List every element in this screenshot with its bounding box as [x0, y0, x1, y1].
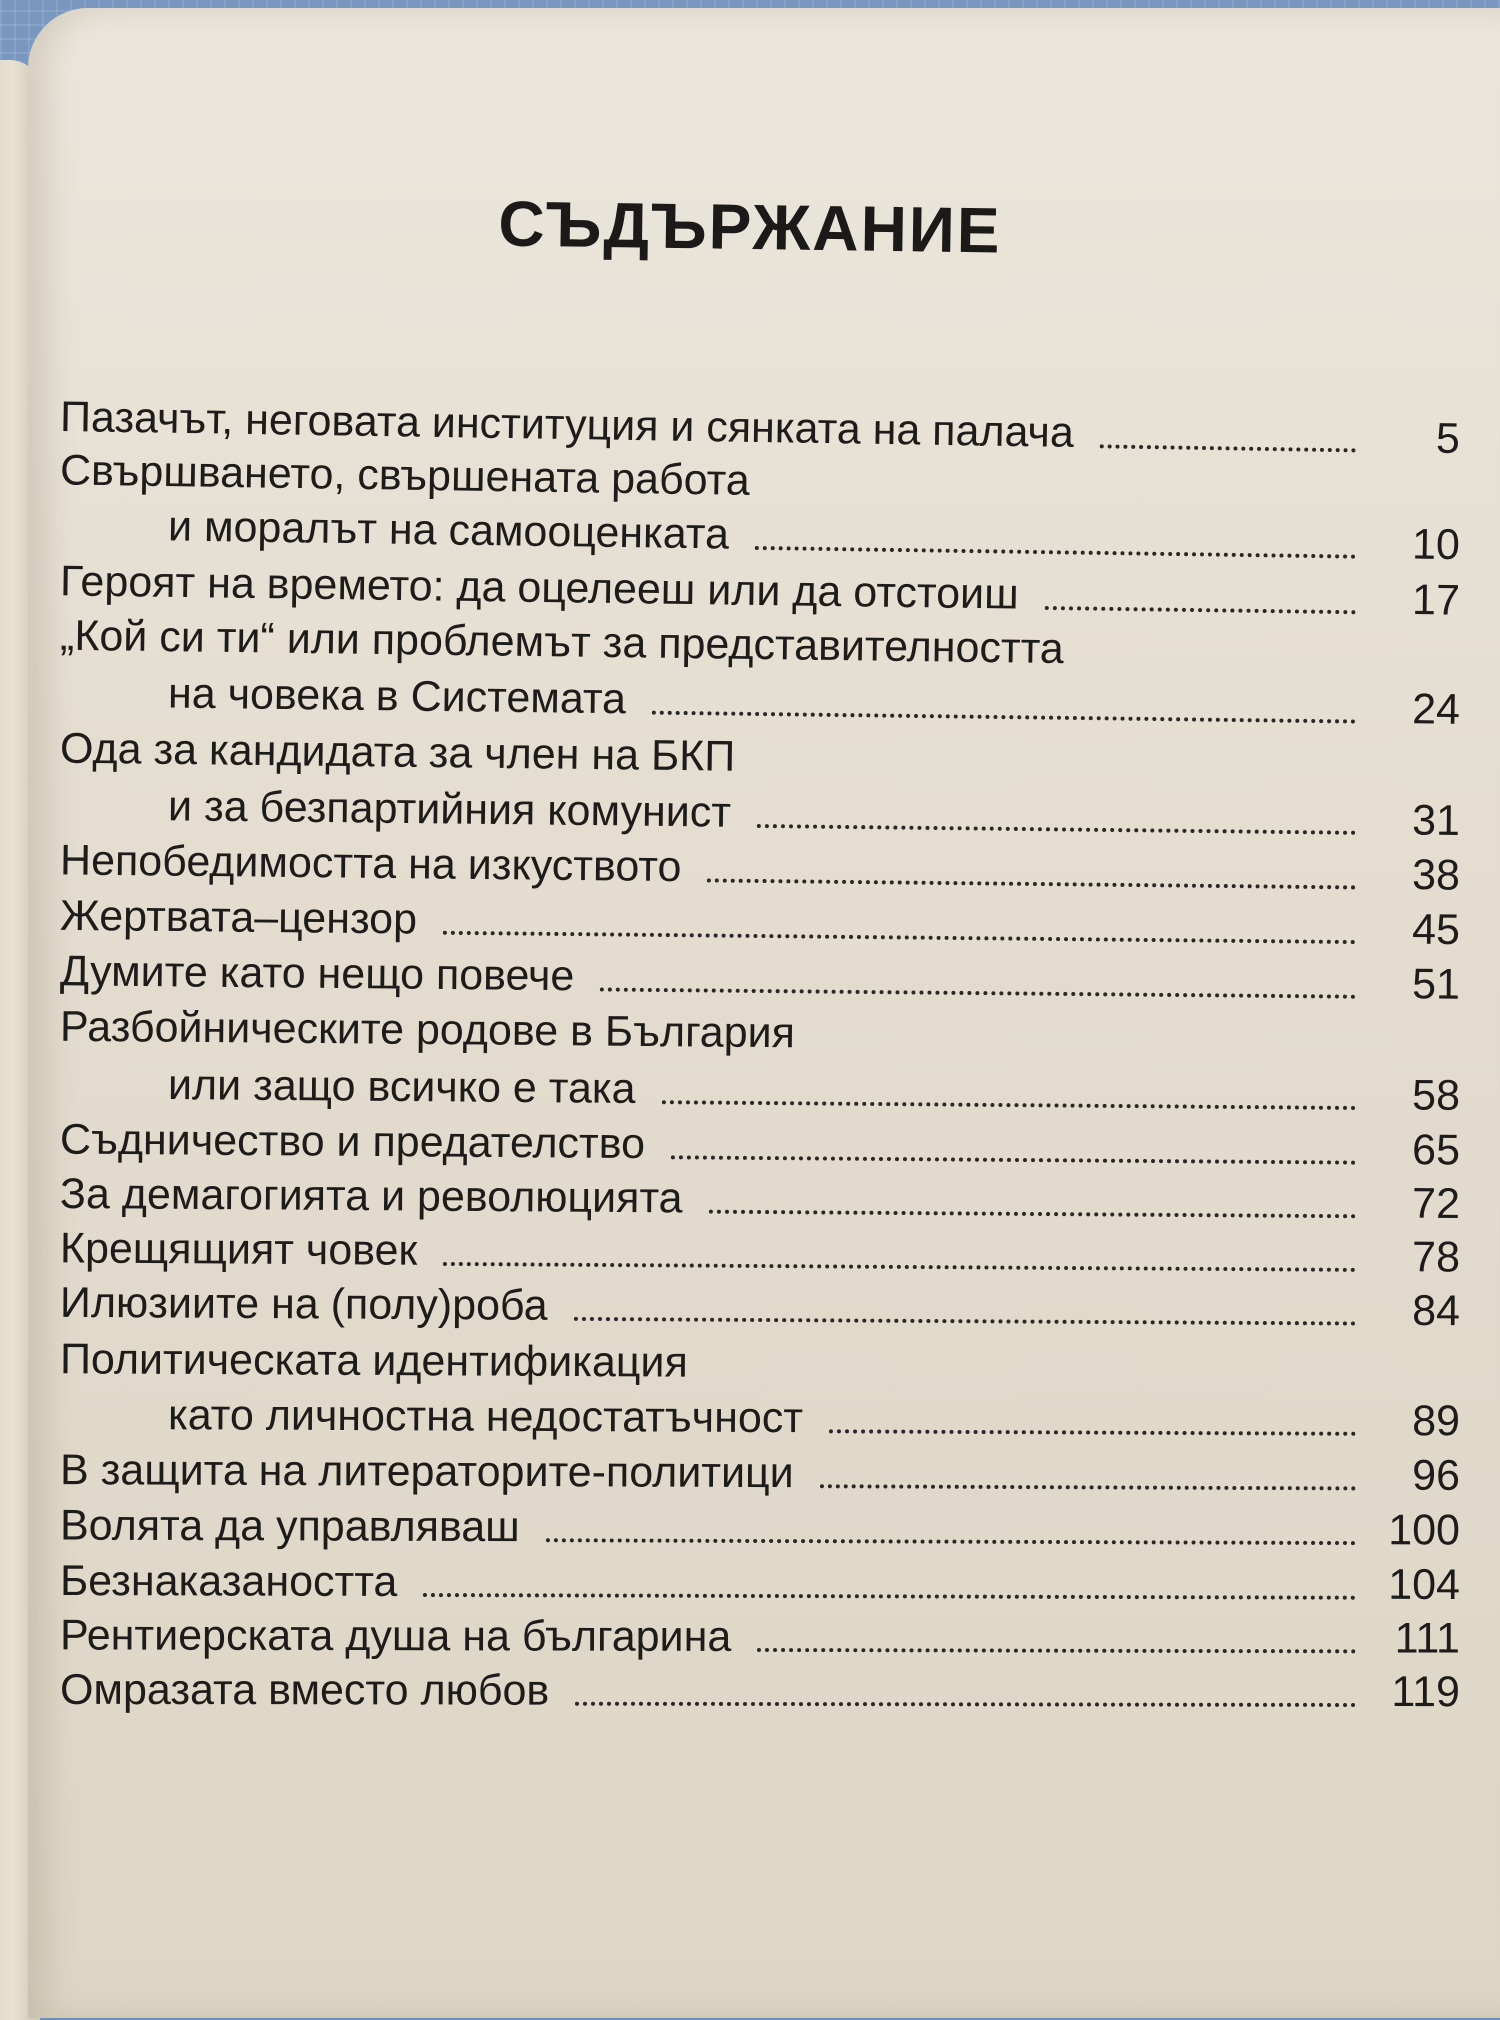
- toc-line: [60, 948, 1460, 1009]
- toc-line: [60, 1558, 1460, 1610]
- toc-leader-dots: [829, 1429, 1356, 1435]
- toc-entry-title: на човека в Системата: [167, 669, 627, 724]
- toc-page-number: 38: [1411, 851, 1461, 900]
- toc-leader-dots: [546, 1538, 1356, 1545]
- toc-line: [60, 782, 1460, 846]
- toc-entry-title: Непобедимостта на изкуството: [59, 836, 682, 892]
- toc-entry-title: Думите като нещо повече: [59, 947, 575, 1001]
- toc-line: [60, 726, 1460, 791]
- toc-leader-dots: [755, 546, 1356, 559]
- toc-leader-dots: [671, 1155, 1356, 1164]
- toc-page-number: 119: [1391, 1668, 1461, 1717]
- toc-entry-title: Жертвата–цензор: [59, 891, 418, 944]
- toc-entry-title: и моралът на самооценката: [167, 502, 730, 559]
- toc-page-number: 17: [1411, 576, 1461, 625]
- toc-page-number: 24: [1411, 685, 1461, 734]
- toc-leader-dots: [708, 1210, 1355, 1219]
- toc-page-number: 100: [1388, 1506, 1461, 1555]
- toc-entry-title: „Кой си ти“ или проблемът за представителността: [59, 611, 1065, 674]
- toc-entry-title: и за безпартийния комунист: [167, 782, 732, 837]
- page-title: СЪДЪРЖАНИЕ: [497, 187, 1003, 267]
- toc-line: [60, 893, 1460, 955]
- toc-line: [60, 1447, 1460, 1501]
- toc-line: [60, 1612, 1460, 1663]
- toc-page-number: 65: [1411, 1126, 1461, 1175]
- toc-line: [60, 1061, 1460, 1121]
- toc-leader-dots: [757, 824, 1356, 835]
- toc-line: [60, 1392, 1460, 1447]
- toc-entry-title: Пазачът, неговата институция и сянката на палача: [59, 393, 1075, 457]
- toc-leader-dots: [423, 1593, 1356, 1600]
- toc-page-number: 72: [1411, 1179, 1461, 1229]
- toc-leader-dots: [600, 987, 1356, 998]
- toc-page-number: 10: [1411, 520, 1461, 570]
- toc-entry-title: Волята да управляваш: [59, 1501, 520, 1552]
- toc-page-number: 58: [1411, 1071, 1461, 1120]
- toc-entry-title: Политическата идентификация: [59, 1335, 688, 1387]
- toc-entry-title: Героят на времето: да оцелееш или да отстоиш: [59, 557, 1019, 619]
- toc-page-number: 45: [1411, 905, 1461, 955]
- toc-leader-dots: [707, 878, 1356, 889]
- toc-entry-title: Рентиерската душа на българина: [59, 1611, 732, 1661]
- toc-entry-title: Разбойническите родове в България: [59, 1002, 796, 1058]
- toc-page-number: 5: [1435, 414, 1461, 463]
- toc-line: [60, 669, 1460, 735]
- toc-page-number: 111: [1394, 1614, 1461, 1663]
- toc-entry-title: Ода за кандидата за член на БКП: [59, 724, 736, 781]
- toc-page-number: 96: [1412, 1451, 1461, 1500]
- toc-entry-title: Илюзиите на (полу)роба: [59, 1278, 548, 1330]
- toc-page-number: 89: [1412, 1397, 1461, 1446]
- toc-line: [60, 1004, 1460, 1065]
- toc-leader-dots: [443, 931, 1356, 944]
- toc-entry-title: като личностна недостатъчност: [167, 1391, 804, 1443]
- toc-entry-title: Омразата вместо любов: [59, 1665, 550, 1715]
- toc-line: [60, 1336, 1460, 1391]
- toc-entry-title: или защо всичко е така: [167, 1061, 636, 1113]
- toc-entry-title: В защита на литераторите-политици: [59, 1446, 794, 1498]
- toc-leader-dots: [1100, 444, 1356, 452]
- toc-entry-title: Крещящият човек: [59, 1224, 418, 1275]
- toc-leader-dots: [661, 1100, 1355, 1110]
- toc-line: [60, 1171, 1460, 1229]
- toc-leader-dots: [573, 1317, 1355, 1326]
- toc-leader-dots: [575, 1702, 1356, 1707]
- toc-line: [60, 837, 1460, 900]
- toc-line: [60, 1117, 1460, 1176]
- toc-leader-dots: [1044, 606, 1355, 614]
- toc-page-number: 104: [1388, 1560, 1461, 1610]
- toc-entry-title: Съдничество и предателство: [59, 1115, 646, 1169]
- toc-entry-title: Безнаказаността: [59, 1556, 398, 1606]
- toc-line: [60, 1503, 1460, 1556]
- toc-entry-title: За демагогията и революцията: [59, 1169, 683, 1223]
- toc-entry-title: Свършването, свършената работа: [59, 446, 751, 505]
- toc-page-number: 31: [1411, 796, 1461, 846]
- toc-page-number: 84: [1412, 1286, 1461, 1336]
- toc-leader-dots: [757, 1648, 1356, 1653]
- toc-leader-dots: [652, 711, 1356, 724]
- toc-leader-dots: [443, 1262, 1356, 1272]
- toc-page-number: 78: [1411, 1233, 1461, 1282]
- toc-page-number: 51: [1411, 960, 1461, 1009]
- toc-line: [60, 1667, 1460, 1717]
- toc-leader-dots: [820, 1484, 1356, 1490]
- toc-line: [60, 1225, 1460, 1282]
- toc-line: [60, 1280, 1460, 1336]
